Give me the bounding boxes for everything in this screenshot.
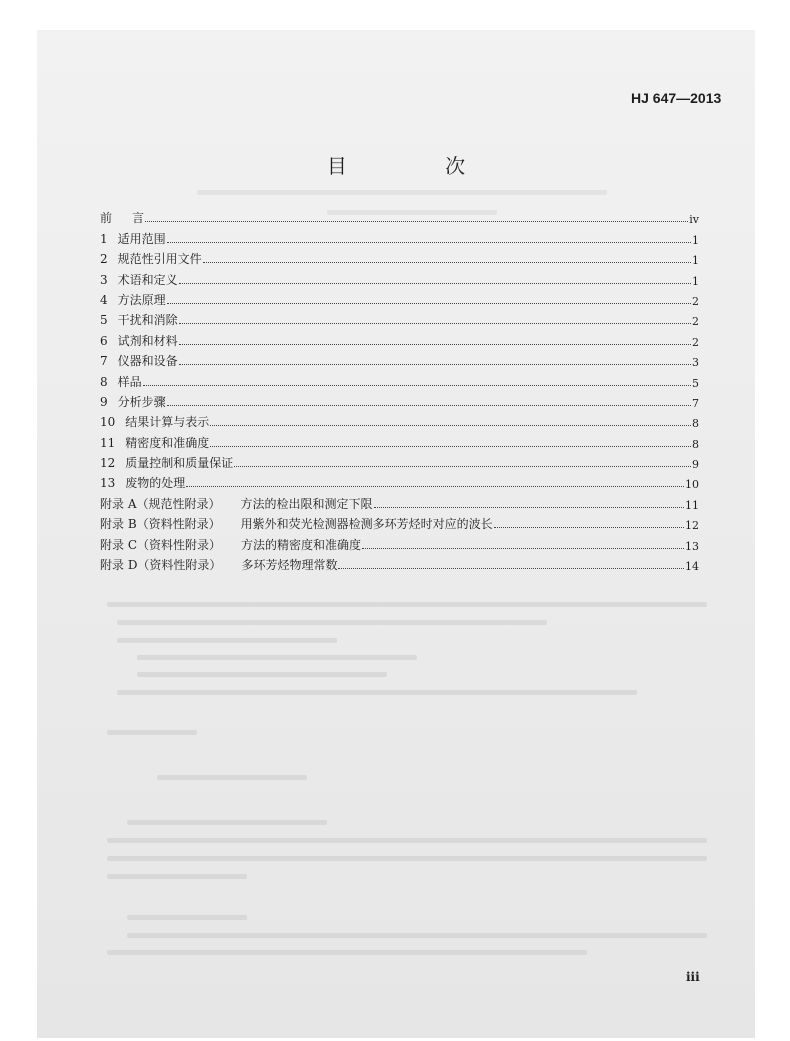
toc-entry-page: 8	[692, 437, 699, 451]
leader-dots	[179, 323, 691, 324]
toc-entry-13[interactable]	[100, 471, 699, 491]
toc-entry-4[interactable]	[100, 288, 699, 308]
toc-entry-3[interactable]	[100, 267, 699, 287]
toc-entry-title: 干扰和消除	[117, 313, 178, 328]
toc-entry-number: 附录 D（资料性附录）	[100, 558, 222, 573]
leader-dots	[145, 221, 688, 222]
toc-entry-number: 4	[100, 292, 108, 307]
toc-entry-8[interactable]	[100, 369, 699, 389]
toc-entry-number: 8	[100, 374, 108, 389]
table-of-contents	[100, 206, 699, 573]
leader-dots	[234, 466, 691, 467]
toc-entry-number: 1	[100, 231, 108, 246]
toc-entry-page: 3	[692, 356, 699, 370]
toc-entry-12[interactable]	[100, 451, 699, 471]
leader-dots	[179, 364, 691, 365]
toc-entry-appendix-d[interactable]	[100, 553, 699, 573]
toc-entry-2[interactable]	[100, 247, 699, 267]
toc-entry-page: 7	[692, 396, 699, 410]
toc-entry-page: 9	[692, 458, 699, 472]
toc-entry-page: 1	[692, 274, 699, 288]
toc-entry-title: 精密度和准确度	[125, 435, 210, 450]
toc-entry-page: 5	[692, 376, 699, 390]
toc-entry-page: 10	[685, 478, 699, 492]
toc-entry-number: 前	[100, 211, 113, 226]
toc-entry-number: 11	[100, 435, 116, 450]
toc-entry-title: 分析步骤	[117, 394, 166, 409]
toc-entry-number: 附录 A（规范性附录）	[100, 496, 221, 511]
leader-dots	[338, 568, 684, 569]
toc-entry-7[interactable]	[100, 349, 699, 369]
leader-dots	[203, 262, 691, 263]
toc-entry-number: 2	[100, 252, 108, 267]
toc-entry-title: 结果计算与表示	[125, 415, 210, 430]
leader-dots	[167, 405, 691, 406]
leader-dots	[179, 283, 691, 284]
toc-entry-page: 2	[692, 294, 699, 308]
toc-entry-number: 6	[100, 333, 108, 348]
toc-entry-number: 12	[100, 456, 116, 471]
toc-entry-title: 言	[132, 211, 145, 226]
toc-entry-number: 10	[100, 415, 116, 430]
toc-entry-page: 12	[685, 519, 699, 533]
toc-entry-6[interactable]	[100, 328, 699, 348]
toc-entry-appendix-b[interactable]	[100, 512, 699, 532]
toc-entry-number: 附录 C（资料性附录）	[100, 537, 221, 552]
toc-entry-appendix-a[interactable]	[100, 491, 699, 511]
toc-entry-9[interactable]	[100, 390, 699, 410]
leader-dots	[362, 548, 684, 549]
leader-dots	[143, 385, 691, 386]
toc-entry-page: 1	[692, 233, 699, 247]
leader-dots	[374, 507, 685, 508]
toc-entry-page: 14	[685, 560, 699, 574]
toc-entry-title: 质量控制和质量保证	[125, 456, 234, 471]
leader-dots	[210, 425, 691, 426]
toc-entry-title: 用紫外和荧光检测器检测多环芳烃时对应的波长	[240, 517, 493, 532]
page-title: 目 次	[326, 154, 512, 178]
toc-entry-page: 8	[692, 417, 699, 431]
toc-entry-10[interactable]	[100, 410, 699, 430]
toc-entry-page: 1	[692, 254, 699, 268]
document-page	[37, 30, 755, 1038]
toc-entry-title: 样品	[117, 374, 142, 389]
page-number: iii	[686, 970, 700, 984]
toc-entry-title: 方法原理	[117, 292, 166, 307]
toc-entry-title: 规范性引用文件	[117, 252, 202, 267]
leader-dots	[179, 344, 691, 345]
toc-entry-number: 9	[100, 394, 108, 409]
toc-entry-title: 方法的精密度和准确度	[241, 537, 362, 552]
toc-entry-title: 术语和定义	[117, 272, 178, 287]
toc-entry-number: 5	[100, 313, 108, 328]
toc-entry-number: 7	[100, 354, 108, 369]
toc-entry-title: 多环芳烃物理常数	[241, 558, 338, 573]
toc-entry-page: 11	[685, 498, 699, 512]
toc-entry-title: 适用范围	[117, 231, 166, 246]
toc-entry-foreword[interactable]	[100, 206, 699, 226]
toc-entry-number: 附录 B（资料性附录）	[100, 517, 221, 532]
toc-entry-1[interactable]	[100, 226, 699, 246]
toc-entry-page: 13	[685, 539, 699, 553]
toc-entry-number: 13	[100, 476, 116, 491]
toc-entry-title: 试剂和材料	[117, 333, 178, 348]
standard-code: HJ 647—2013	[631, 90, 722, 106]
toc-entry-5[interactable]	[100, 308, 699, 328]
toc-entry-title: 废物的处理	[125, 476, 186, 491]
toc-entry-page: iv	[689, 213, 699, 227]
leader-dots	[167, 303, 691, 304]
toc-entry-page: 2	[692, 315, 699, 329]
leader-dots	[186, 486, 684, 487]
leader-dots	[210, 446, 691, 447]
toc-entry-appendix-c[interactable]	[100, 532, 699, 552]
toc-entry-title: 方法的检出限和测定下限	[240, 496, 373, 511]
leader-dots	[167, 242, 691, 243]
leader-dots	[494, 527, 684, 528]
toc-entry-11[interactable]	[100, 430, 699, 450]
toc-entry-title: 仪器和设备	[117, 354, 178, 369]
toc-entry-page: 2	[692, 335, 699, 349]
toc-entry-number: 3	[100, 272, 108, 287]
